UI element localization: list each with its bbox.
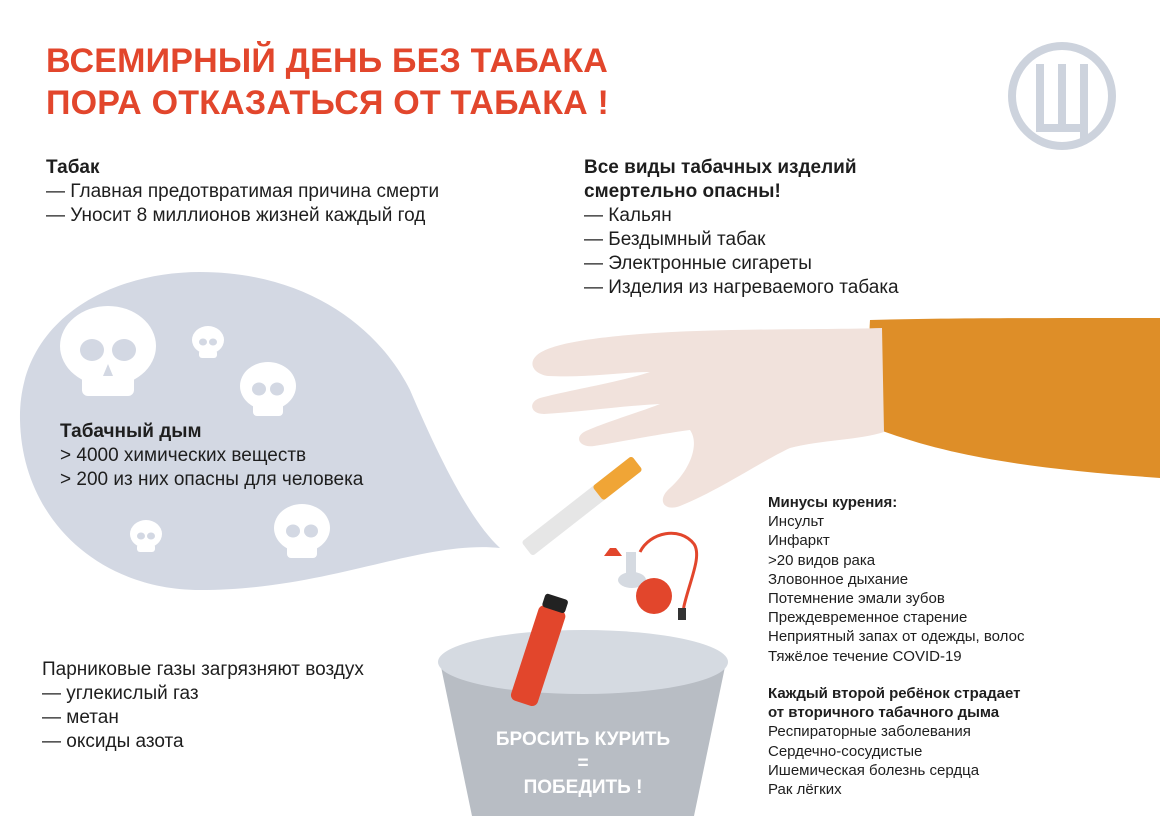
children-block: [768, 684, 1020, 799]
bucket-line-1: БРОСИТЬ КУРИТЬ: [495, 729, 671, 750]
children-heading-line-2: от вторичного табачного дыма: [768, 704, 1000, 722]
smoke-item: > 4000 химических веществ: [60, 445, 307, 466]
gases-item: — метан: [42, 707, 119, 728]
minuses-item: Потемнение эмали зубов: [768, 590, 945, 608]
bucket-line-2: =: [577, 753, 589, 774]
tobacco-block: [46, 156, 439, 228]
smoke-block: [60, 420, 363, 492]
tobacco-heading: Табак: [46, 157, 100, 178]
products-block: [584, 156, 899, 300]
children-heading-line-1: Каждый второй ребёнок страдает: [768, 685, 1021, 702]
gases-block: [42, 658, 364, 754]
minuses-item: Преждевременное старение: [768, 609, 968, 627]
cigarette-icon: [521, 456, 642, 556]
tobacco-item: — Главная предотвратимая причина смерти: [46, 181, 440, 202]
products-heading-line-2: смертельно опасны!: [584, 181, 781, 202]
hand-illustration: [532, 328, 884, 508]
smoke-item: > 200 из них опасны для человека: [60, 469, 364, 490]
products-heading-line-1: Все виды табачных изделий: [584, 157, 857, 178]
gases-item: — углекислый газ: [42, 683, 199, 704]
minuses-item: Зловонное дыхание: [768, 570, 909, 588]
minuses-item: Инсульт: [768, 513, 825, 531]
minuses-heading: Минусы курения:: [768, 494, 898, 511]
title-line-1: ВСЕМИРНЫЙ ДЕНЬ БЕЗ ТАБАКА: [46, 42, 609, 80]
children-item: Сердечно-сосудистые: [768, 742, 923, 760]
title-line-2: ПОРА ОТКАЗАТЬСЯ ОТ ТАБАКА !: [46, 84, 610, 122]
products-item: — Изделия из нагреваемого табака: [584, 277, 899, 298]
minuses-item: >20 видов рака: [768, 551, 876, 569]
minuses-item: Тяжёлое течение COVID-19: [768, 647, 962, 665]
page-title: [46, 40, 609, 124]
products-item: — Бездымный табак: [584, 229, 766, 250]
minuses-item: Неприятный запах от одежды, волос: [768, 628, 1025, 646]
sleeve: [869, 318, 1160, 478]
tobacco-item: — Уносит 8 миллионов жизней каждый год: [46, 205, 426, 226]
minuses-block: [768, 493, 1024, 666]
children-item: Ишемическая болезнь сердца: [768, 761, 980, 779]
minuses-item: Инфаркт: [768, 532, 830, 550]
bucket-slogan: [440, 728, 726, 800]
products-item: — Кальян: [584, 205, 672, 226]
children-item: Респираторные заболевания: [768, 723, 971, 741]
bucket-line-3: ПОБЕДИТЬ !: [523, 777, 643, 798]
hookah-icon: [604, 533, 697, 620]
smoke-heading: Табачный дым: [60, 421, 202, 442]
products-item: — Электронные сигареты: [584, 253, 812, 274]
gases-item: — оксиды азота: [42, 731, 184, 752]
children-item: Рак лёгких: [768, 781, 842, 799]
logo-icon: [1012, 46, 1112, 146]
gases-heading: Парниковые газы загрязняют воздух: [42, 659, 364, 680]
